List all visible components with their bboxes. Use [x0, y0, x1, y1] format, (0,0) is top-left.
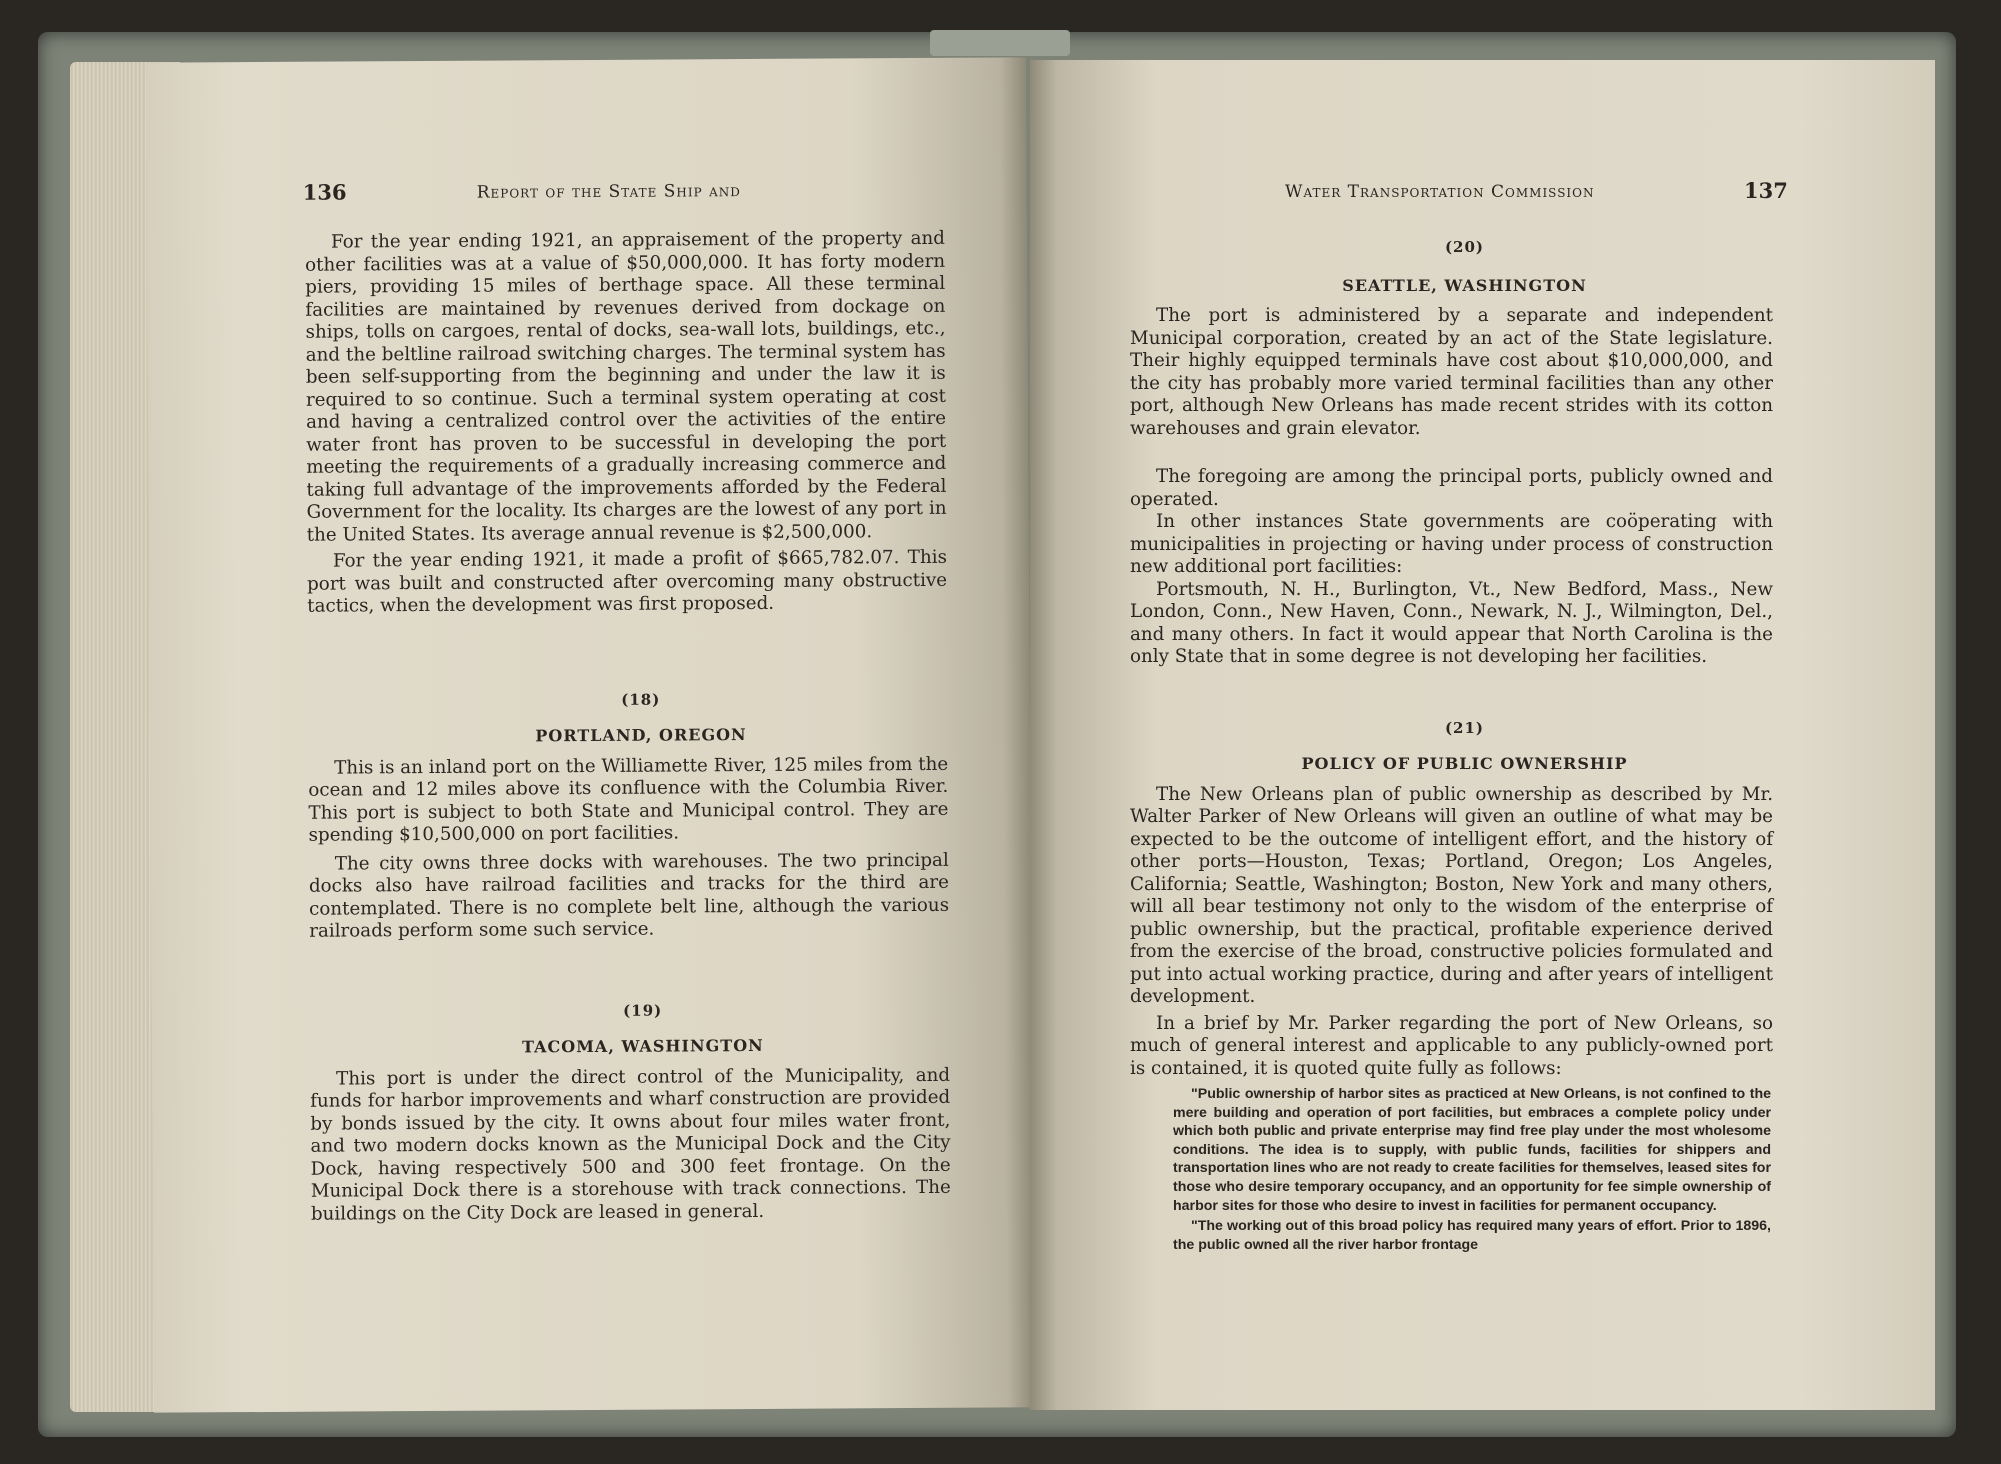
paragraph: This port is under the direct control of the Municipality, and funds for harbor improvements and wharf construction are provided by bonds issued by the city. It owns about four miles water front, and two modern docks known as the Municipal Dock and the City Dock, having respectively 500 and 300 feet frontage. On the Municipal Dock there is a storehouse with track connections. The buildings on the City Dock are leased in general. — [310, 1064, 951, 1225]
quote-paragraph: "Public ownership of harbor sites as practiced at New Orleans, is not confined to the mere building and operation of port facilities, but embraces a complete policy under which both public and private enterprise may find free play under the most wholesome conditions. The idea is to supply, with public funds, facilities for shippers and transportation lines who are not ready to create facilities for themselves, leased sites for those who desire temporary occupancy, and an opportunity for fee simple ownership of harbor sites for those who desire to invest in facilities for permanent occupancy. — [1173, 1086, 1771, 1214]
section-title: TACOMA, WASHINGTON — [522, 1035, 764, 1057]
paragraph: In a brief by Mr. Parker regarding the port of New Orleans, so much of general interest and applicable to any publicly-owned port is contained, it is quoted quite fully as follows: — [1130, 1012, 1773, 1079]
paragraph: The New Orleans plan of public ownership as described by Mr. Walter Parker of New Orleans will given an outline of what may be expected to be the outcome of intelligent effort, and the history of other ports—Houston, Texas; Portland, Oregon; Los Angeles, California; Seattle, Washington; Boston, New York and many others, will all bear testimony not only to the wisdom of the enterprise of public ownership, but the practical, profitable experience derived from the exercise of the broad, constructive policies formulated and put into actual working practice, during and after years of intelligent development. — [1130, 783, 1773, 1007]
section-title: SEATTLE, WASHINGTON — [1342, 275, 1587, 295]
paragraph: The foregoing are among the principal ports, publicly owned and operated. — [1130, 466, 1773, 510]
paragraph: This is an inland port on the Williamette River, 125 miles from the ocean and 12 miles above its confluence with the Columbia River. This port is subject to both State and Municipal control. They are spending $10,500,000 on port facilities. — [308, 753, 949, 846]
page-number: 137 — [1744, 178, 1788, 203]
quote-paragraph: "The working out of this broad policy has required many years of effort. Prior to 1896, the public owned all the river harbor frontage — [1173, 1218, 1771, 1253]
running-head: Water Transportation Commission — [1285, 182, 1595, 202]
paragraph: Portsmouth, N. H., Burlington, Vt., New Bedford, Mass., New London, Conn., New Haven, Conn., Newark, N. J., Wilmington, Del., and many others. In fact it would appear that North Carolina is the only State that in some degree is not developing her facilities. — [1130, 578, 1773, 667]
paragraph: The city owns three docks with warehouses. The two principal docks also have railroad facilities and tracks for the third are contemplated. There is no complete belt line, although the various railroads perform some such service. — [308, 849, 950, 942]
section-title: PORTLAND, OREGON — [535, 725, 747, 746]
left-page — [146, 57, 1034, 1412]
paragraph: For the year ending 1921, it made a profit of $665,782.07. This port was built and constructed after overcoming many obstructive tactics, when the development was first proposed. — [307, 546, 948, 617]
section-number: (21) — [1444, 718, 1485, 737]
paragraph: In other instances State governments are coöperating with municipalities in projecting or having under process of construction new additional port facilities: — [1130, 511, 1773, 577]
section-number: (20) — [1444, 238, 1485, 256]
right-page — [1030, 60, 1935, 1410]
right-column — [1130, 230, 1773, 1080]
section-title: POLICY OF PUBLIC OWNERSHIP — [1301, 754, 1628, 773]
paragraph: The port is administered by a separate and independent Municipal corporation, created by an act of the State legislature. Their highly equipped terminals have cost about $10,000,000, and the city has probably more varied terminal facilities than any other port, although New Orleans has made recent strides with its cotton warehouses and grain elevator. — [1130, 305, 1773, 439]
section-number: (18) — [621, 690, 661, 709]
book-spine — [930, 30, 1070, 56]
page-number: 136 — [302, 179, 347, 205]
paragraph: For the year ending 1921, an appraisement of the property and other facilities was at a value of $50,000,000. It has forty modern piers, providing 15 miles of berthage space. All these terminal facilities are maintained by revenues derived from dockage on ships, tolls on cargoes, rental of docks, sea-wall lots, buildings, etc., and the beltline railroad switching charges. The terminal system has been self-supporting from the beginning and under the law it is required to so continue. Such a terminal system operating at cost and having a centralized control over the activities of the entire water front has proven to be successful in developing the port meeting the requirements of a gradually increasing commerce and taking full advantage of the improvements afforded by the Federal Government for the locality. Its charges are the lowest of any port in the United States. Its average annual revenue is $2,500,000. — [305, 227, 947, 546]
section-number: (19) — [623, 1001, 663, 1020]
block-quote — [1173, 1085, 1771, 1254]
running-head: Report of the State Ship and — [476, 181, 741, 203]
left-column — [305, 228, 951, 1226]
